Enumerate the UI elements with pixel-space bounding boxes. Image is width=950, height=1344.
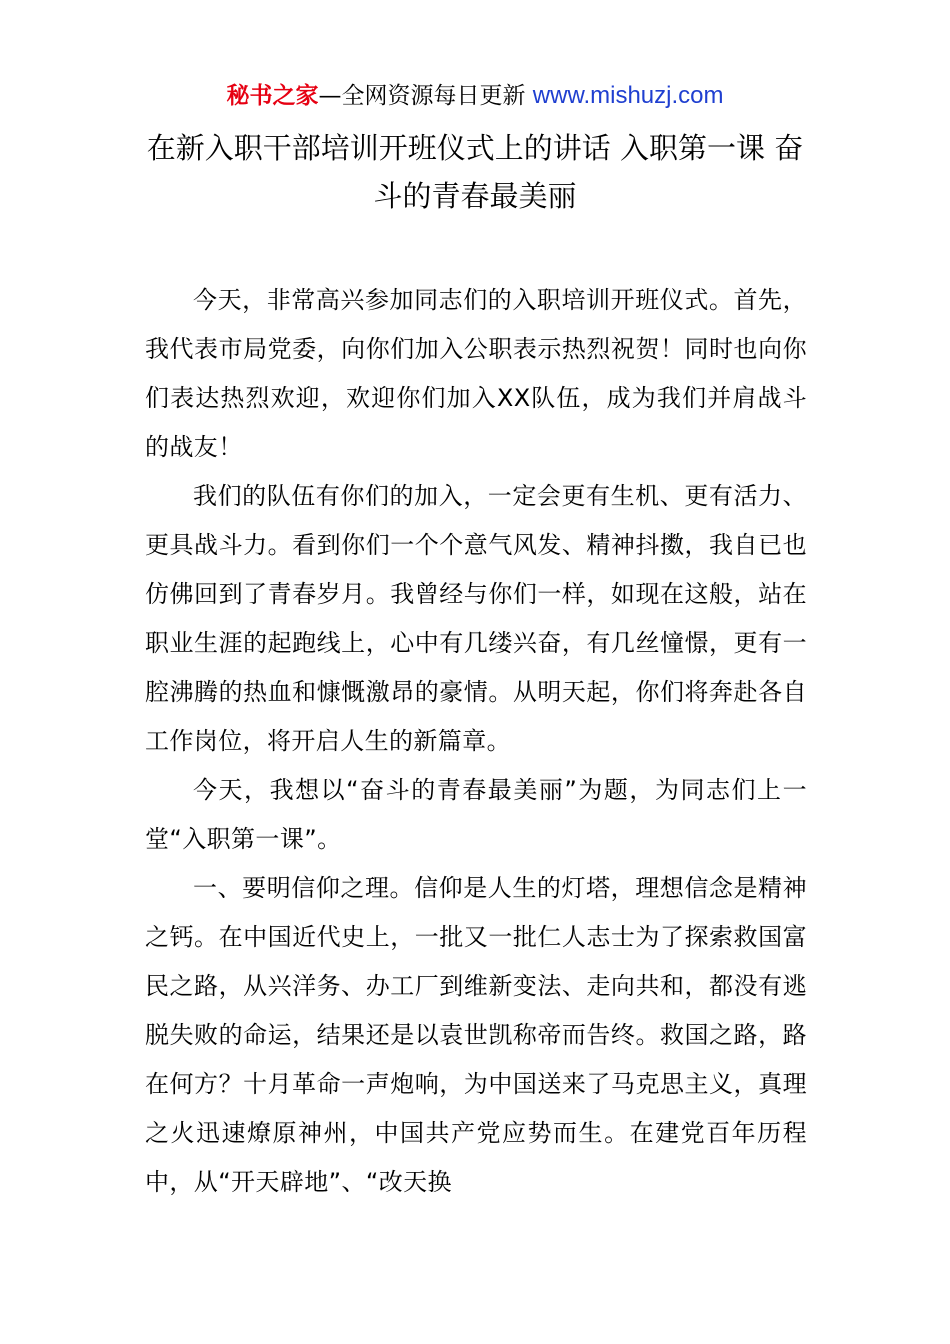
site-brand: 秘书之家	[226, 83, 319, 109]
paragraph: 一、要明信仰之理。信仰是人生的灯塔，理想信念是精神之钙。在中国近代史上，一批又一批仁人志士为了探索救国富民之路，从兴洋务、办工厂到维新变法、走向共和，都没有逃脱失败的命运，结果还是以袁世凯称帝而告终。救国之路，路在何方？十月革命一声炮响，为中国送来了马克思主义，真理之火迅速燎原神州，中国共产党应势而生。在建党百年历程中，从“开天辟地”、“改天换	[145, 874, 807, 1196]
site-url-link[interactable]: www.mishuzj.com	[532, 82, 724, 109]
document-title: 在新入职干部培训开班仪式上的讲话 入职第一课 奋斗的青春最美丽	[146, 131, 804, 213]
paragraph: 我们的队伍有你们的加入，一定会更有生机、更有活力、更具战斗力。看到你们一个个意气风发、精神抖擞，我自已也仿佛回到了青春岁月。我曾经与你们一样，如现在这般，站在职业生涯的起跑线上，心中有几缕兴奋，有几丝憧憬，更有一腔沸腾的热血和慷慨激昂的豪情。从明天起，你们将奔赴各自工作岗位，将开启人生的新篇章。	[145, 482, 807, 755]
document-body	[145, 276, 807, 1207]
paragraph: 今天，非常高兴参加同志们的入职培训开班仪式。首先，我代表市局党委，向你们加入公职表示热烈祝贺！同时也向你们表达热烈欢迎，欢迎你们加入XX队伍，成为我们并肩战斗的战友！	[145, 286, 807, 461]
paragraph: 今天，我想以“奋斗的青春最美丽”为题，为同志们上一堂“入职第一课”。	[145, 776, 807, 853]
site-tagline: —全网资源每日更新	[318, 83, 526, 109]
site-header	[0, 79, 950, 113]
